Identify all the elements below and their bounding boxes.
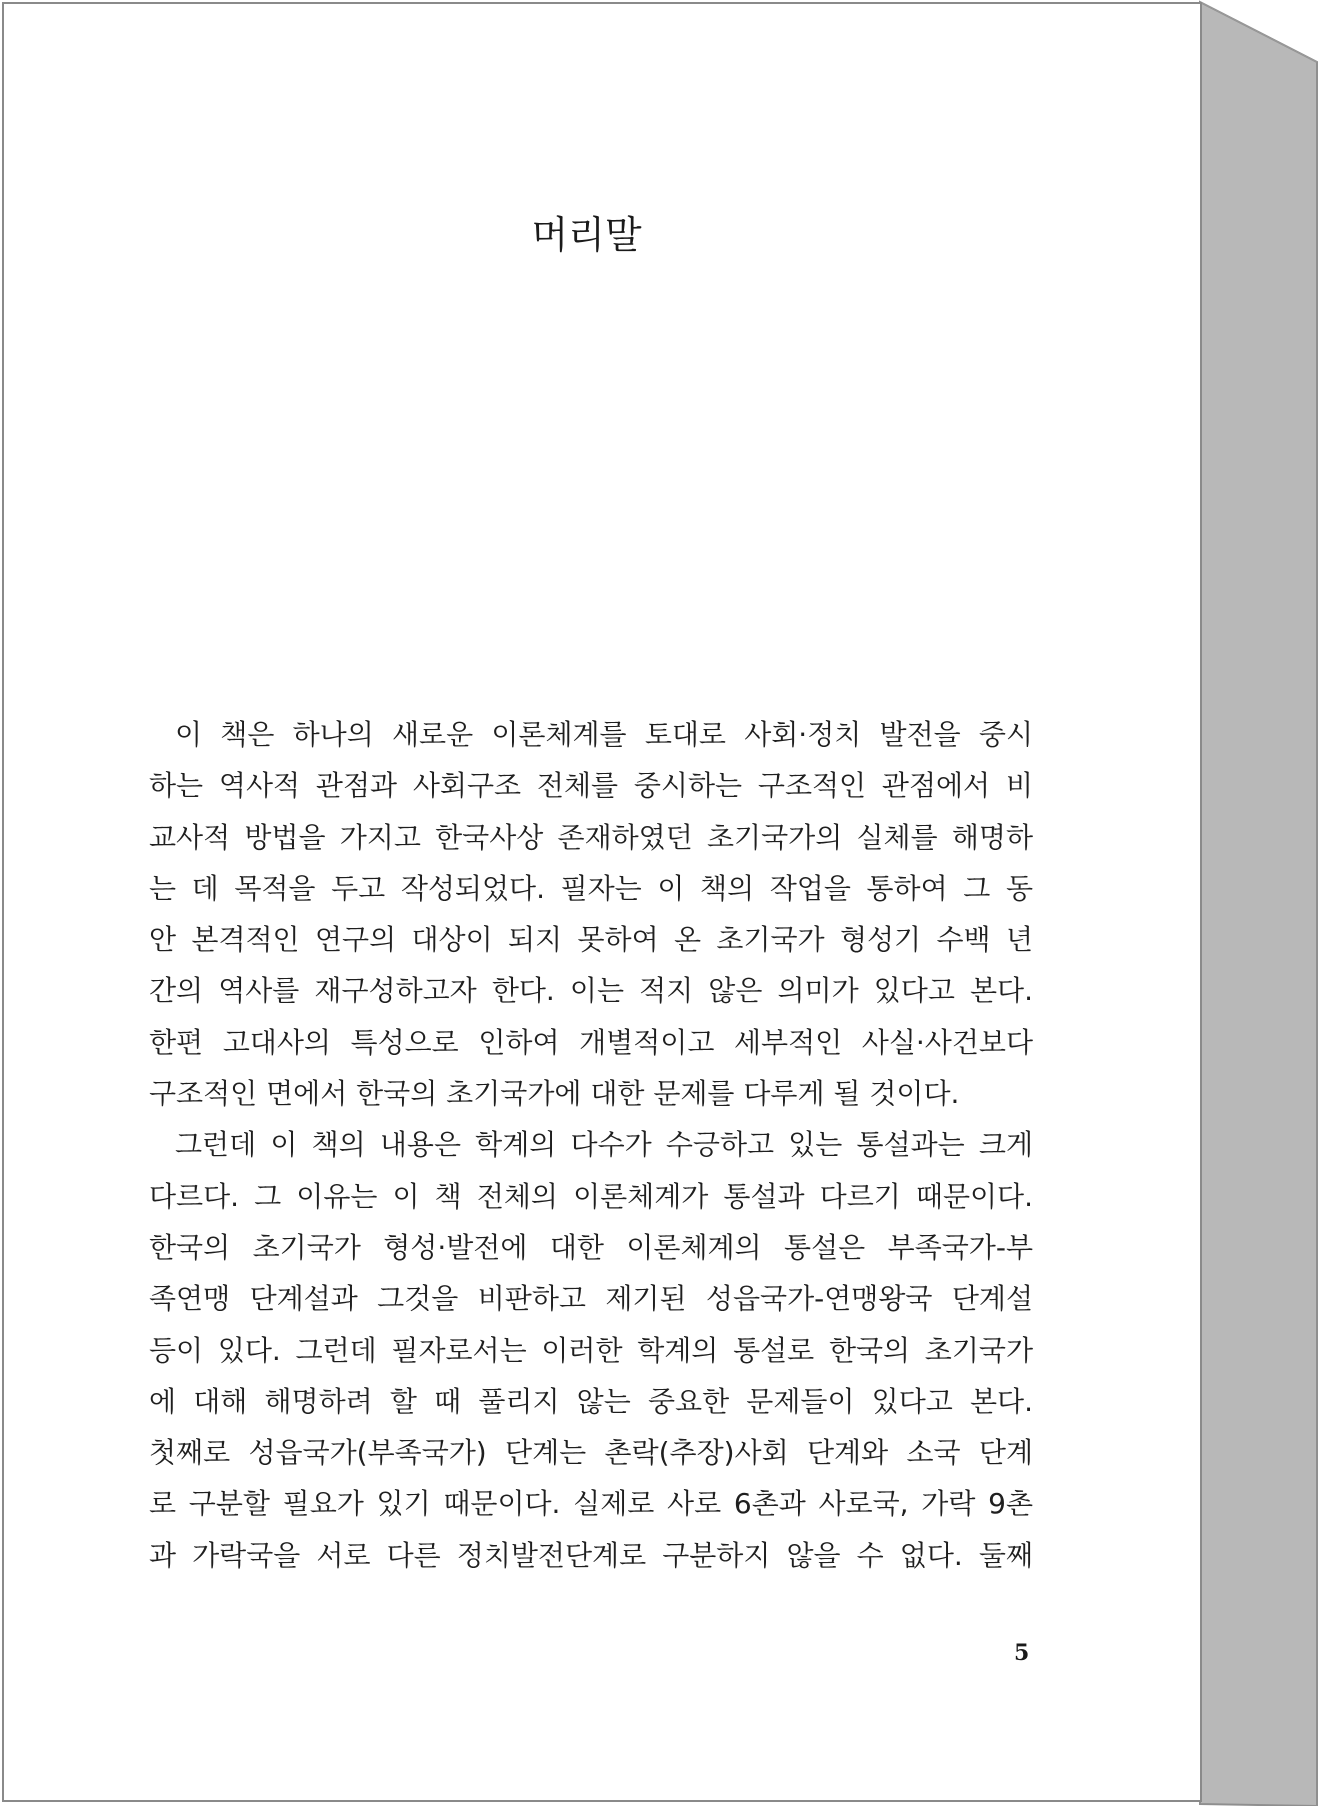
- body-text: [149, 709, 1033, 1581]
- text-line: 로 구분할 필요가 있기 때문이다. 실제로 사로 6촌과 사로국, 가락 9촌: [149, 1487, 1033, 1521]
- text-line: 첫째로 성읍국가(부족국가) 단계는 촌락(추장)사회 단계와 소국 단계: [149, 1436, 1033, 1470]
- text-line: 간의 역사를 재구성하고자 한다. 이는 적지 않은 의미가 있다고 본다.: [149, 974, 1033, 1008]
- text-line: 하는 역사적 관점과 사회구조 전체를 중시하는 구조적인 관점에서 비: [149, 769, 1033, 803]
- text-line: 그런데 이 책의 내용은 학계의 다수가 수긍하고 있는 통설과는 크게: [175, 1128, 1033, 1162]
- text-line: 족연맹 단계설과 그것을 비판하고 제기된 성읍국가-연맹왕국 단계설: [149, 1282, 1033, 1316]
- text-line: 교사적 방법을 가지고 한국사상 존재하였던 초기국가의 실체를 해명하: [149, 820, 1033, 854]
- text-line: 에 대해 해명하려 할 때 풀리지 않는 중요한 문제들이 있다고 본다.: [149, 1384, 1033, 1418]
- page-title: 머리말: [531, 213, 642, 257]
- text-line: 한편 고대사의 특성으로 인하여 개별적이고 세부적인 사실·사건보다: [149, 1025, 1033, 1059]
- text-line: 구조적인 면에서 한국의 초기국가에 대한 문제를 다루게 될 것이다.: [149, 1077, 960, 1111]
- text-line: 한국의 초기국가 형성·발전에 대한 이론체계의 통설은 부족국가-부: [149, 1230, 1033, 1264]
- text-line: 과 가락국을 서로 다른 정치발전단계로 구분하지 않을 수 없다. 둘째: [149, 1538, 1033, 1572]
- text-line: 이 책은 하나의 새로운 이론체계를 토대로 사회·정치 발전을 중시: [175, 718, 1033, 751]
- book-page: [2, 2, 1202, 1802]
- text-line: 는 데 목적을 두고 작성되었다. 필자는 이 책의 작업을 통하여 그 동: [149, 871, 1033, 905]
- page-number: 5: [1014, 1640, 1030, 1666]
- text-line: 등이 있다. 그런데 필자로서는 이러한 학계의 통설로 한국의 초기국가: [149, 1333, 1033, 1367]
- text-line: 안 본격적인 연구의 대상이 되지 못하여 온 초기국가 형성기 수백 년: [149, 923, 1033, 957]
- text-line: 다르다. 그 이유는 이 책 전체의 이론체계가 통설과 다르기 때문이다.: [149, 1179, 1033, 1213]
